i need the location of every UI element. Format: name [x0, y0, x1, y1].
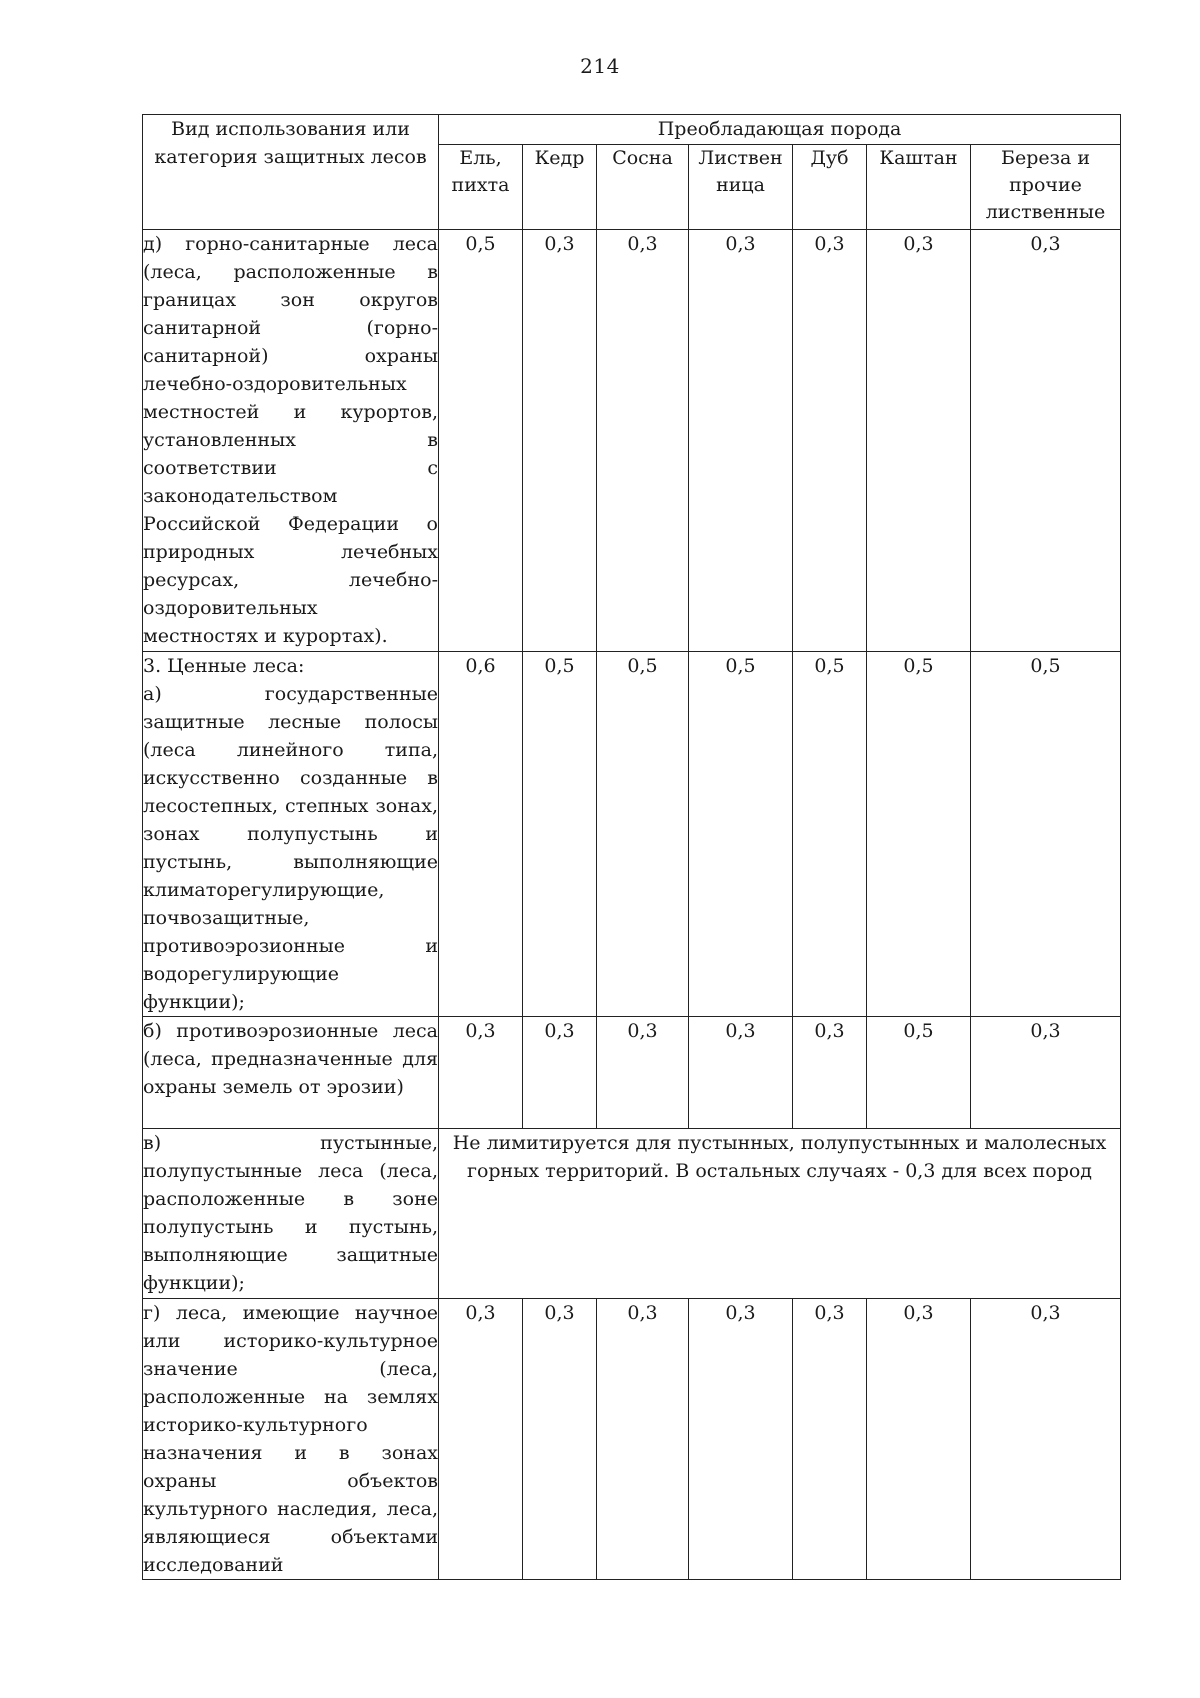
header-species-oak: Дуб: [793, 145, 867, 230]
table-row: [143, 230, 1121, 652]
table-row: [143, 652, 1121, 1017]
value-cell: 0,5: [793, 652, 867, 1017]
header-species-spruce-fir: Ель, пихта: [439, 145, 523, 230]
value-cell: 0,3: [689, 230, 793, 652]
value-cell: 0,5: [689, 652, 793, 1017]
value-cell: 0,3: [971, 1017, 1121, 1129]
value-cell: 0,5: [523, 652, 597, 1017]
value-cell: 0,3: [523, 230, 597, 652]
value-cell: 0,3: [793, 1299, 867, 1580]
merged-note-cell: Не лимитируется для пустынных, полупустынных и малолесных горных территорий. В остальных случаях - 0,3 для всех пород: [439, 1129, 1121, 1299]
header-species-pine: Сосна: [597, 145, 689, 230]
row-description: 3. Ценные леса: а) государственные защитные лесные полосы (леса линейного типа, искусственно созданные в лесостепных, степных зонах, зонах полупустынь и пустынь, выполняющие климаторегулирующие, почвозащитные, противоэрозионные и водорегулирующие функции);: [143, 652, 439, 1017]
table-row: [143, 1129, 1121, 1299]
value-cell: 0,5: [867, 1017, 971, 1129]
row-description: в) пустынные, полупустынные леса (леса, расположенные в зоне полупустынь и пустынь, выполняющие защитные функции);: [143, 1129, 439, 1299]
header-usage-category: Вид использования или категория защитных лесов: [143, 115, 439, 230]
table-row: [143, 1299, 1121, 1580]
page-number: 214: [580, 54, 620, 78]
value-cell: 0,3: [439, 1299, 523, 1580]
row-description: д) горно-санитарные леса (леса, расположенные в границах зон округов санитарной (горно-санитарной) охраны лечебно-оздоровительных местностей и курортов, установленных в соответствии с законодательством Российской Федерации о природных лечебных ресурсах, лечебно-оздоровительных местностях и курортах).: [143, 230, 439, 652]
row-description: г) леса, имеющие научное или историко-культурное значение (леса, расположенные на землях историко-культурного назначения и в зонах охраны объектов культурного наследия, леса, являющиеся объектами исследований: [143, 1299, 439, 1580]
value-cell: 0,3: [689, 1017, 793, 1129]
row-description: б) противоэрозионные леса (леса, предназначенные для охраны земель от эрозии): [143, 1017, 439, 1129]
header-predominant-species: Преобладающая порода: [439, 115, 1121, 145]
header-species-larch: Листвен ница: [689, 145, 793, 230]
value-cell: 0,3: [867, 1299, 971, 1580]
header-species-birch-other: Береза и прочие лиственные: [971, 145, 1121, 230]
value-cell: 0,6: [439, 652, 523, 1017]
value-cell: 0,3: [689, 1299, 793, 1580]
value-cell: 0,3: [597, 1017, 689, 1129]
value-cell: 0,5: [971, 652, 1121, 1017]
header-species-cedar: Кедр: [523, 145, 597, 230]
value-cell: 0,3: [523, 1299, 597, 1580]
table-row: [143, 1017, 1121, 1129]
value-cell: 0,3: [597, 230, 689, 652]
value-cell: 0,3: [793, 230, 867, 652]
forest-use-table: [142, 114, 1121, 1580]
value-cell: 0,5: [597, 652, 689, 1017]
value-cell: 0,3: [971, 230, 1121, 652]
value-cell: 0,3: [597, 1299, 689, 1580]
value-cell: 0,5: [867, 652, 971, 1017]
value-cell: 0,3: [439, 1017, 523, 1129]
value-cell: 0,3: [971, 1299, 1121, 1580]
value-cell: 0,3: [793, 1017, 867, 1129]
value-cell: 0,3: [867, 230, 971, 652]
value-cell: 0,3: [523, 1017, 597, 1129]
value-cell: 0,5: [439, 230, 523, 652]
header-species-chestnut: Каштан: [867, 145, 971, 230]
